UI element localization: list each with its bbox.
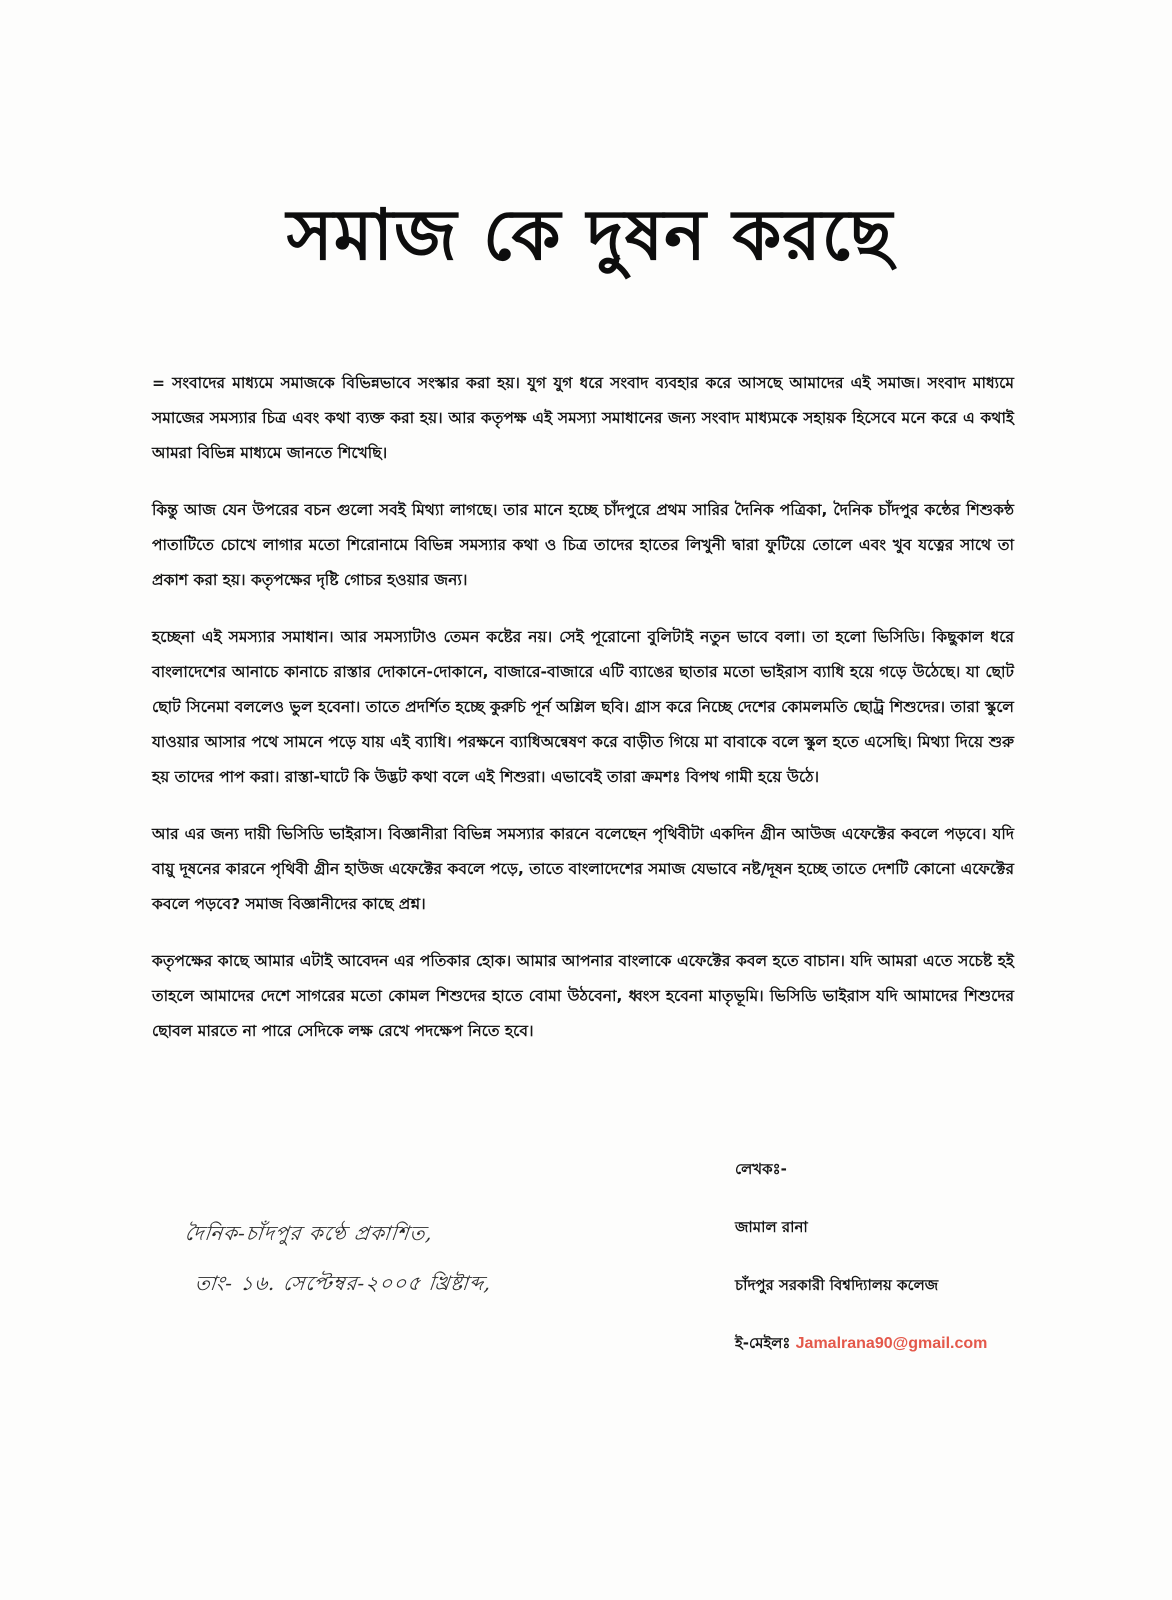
author-name: জামাল রানা — [735, 1218, 808, 1236]
paragraph-4: আর এর জন্য দায়ী ভিসিডি ভাইরাস। বিজ্ঞানীরা বিভিন্ন সমস্যার কারনে বলেছেন পৃথিবীটা একদিন গ্রীন আউজ এফেক্টের কবলে পড়বে। যদি বায়ু দূষনের কারনে পৃথিবী গ্রীন হাউজ এফেক্টের কবলে পড়ে, তাতে বাংলাদেশের সমাজ যেভাবে নষ্ট/দূষন হচ্ছে তাতে দেশটি কোনো এফেক্টের কবলে পড়বে? সমাজ বিজ্ঞানীদের কাছে প্রশ্ন। — [152, 825, 1014, 913]
author-signature-block — [735, 1155, 1055, 1357]
paragraph-2: কিন্তু আজ যেন উপরের বচন গুলো সবই মিথ্যা লাগছে। তার মানে হচ্ছে চাঁদপুরে প্রথম সারির দৈনিক পত্রিকা, দৈনিক চাঁদপুর কন্ঠের শিশুকন্ঠ পাতাটিতে চোখে লাগার মতো শিরোনামে বিভিন্ন সমস্যার কথা ও চিত্র তাদের হাতের লিখুনী দ্বারা ফুটিয়ে তোলে এবং খুব যত্নের সাথে তা প্রকাশ করা হয়। কতৃপক্ষের দৃষ্টি গোচর হওয়ার জন্য। — [152, 501, 1014, 589]
handwritten-line-date: তাং- ১৬. সেপ্টেম্বর-২০০৫ খ্রিষ্টাব্দ, — [193, 1271, 493, 1295]
paragraph-1: = সংবাদের মাধ্যমে সমাজকে বিভিন্নভাবে সংস্কার করা হয়। যুগ যুগ ধরে সংবাদ ব্যবহার করে আসছে আমাদের এই সমাজ। সংবাদ মাধ্যমে সমাজের সমস্যার চিত্র এবং কথা ব্যক্ত করা হয়। আর কতৃপক্ষ এই সমস্যা সমাধানের জন্য সংবাদ মাধ্যমকে সহায়ক হিসেবে মনে করে এ কথাই আমরা বিভিন্ন মাধ্যমে জানতে শিখেছি। — [152, 374, 1014, 462]
author-label: লেখকঃ- — [735, 1160, 787, 1178]
author-email-line — [735, 1329, 1055, 1357]
handwritten-publication-note — [185, 1208, 655, 1308]
handwritten-line-publication: দৈনিক-চাঁদপুর কণ্ঠে প্রকাশিত, — [183, 1221, 435, 1245]
paragraph-3: হচ্ছেনা এই সমস্যার সমাধান। আর সমস্যাটাও তেমন কষ্টের নয়। সেই পূরোনো বুলিটাই নতুন ভাবে বলা। তা হলো ভিসিডি। কিছুকাল ধরে বাংলাদেশের আনাচে কানাচে রাস্তার দোকানে-দোকানে, বাজারে-বাজারে এটি ব্যাঙের ছাতার মতো ভাইরাস ব্যাধি হয়ে গড়ে উঠেছে। যা ছোট ছোট সিনেমা বললেও ভুল হবেনা। তাতে প্রদর্শিত হচ্ছে কুরুচি পূর্ন অশ্লিল ছবি। গ্রাস করে নিচ্ছে দেশের কোমলমতি ছোট্র শিশুদের। তারা স্কুলে যাওয়ার আসার পথে সামনে পড়ে যায় এই ব্যাধি। পরক্ষনে ব্যাধিঅন্বেষণ করে বাড়ীত গিয়ে মা বাবাকে বলে স্কুল হতে এসেছি। মিথ্যা দিয়ে শুরু হয় তাদের পাপ করা। রাস্তা-ঘাটে কি উদ্ভট কথা বলে এই শিশুরা। এভাবেই তারা ক্রমশঃ বিপথ গামী হয়ে উঠে। — [152, 628, 1014, 786]
document-title: সমাজ কে দুষন করছে — [286, 194, 894, 276]
email-label: ই-মেইলঃ — [735, 1334, 791, 1352]
email-link[interactable]: Jamalrana90@gmail.com — [795, 1335, 988, 1352]
article-body — [152, 366, 1014, 1071]
paragraph-5: কতৃপক্ষের কাছে আমার এটাই আবেদন এর পতিকার হোক। আমার আপনার বাংলাকে এফেক্টের কবল হতে বাচান। যদি আমরা এতে সচেষ্ট হই তাহলে আমাদের দেশে সাগরের মতো কোমল শিশুদের হাতে বোমা উঠবেনা, ধ্বংস হবেনা মাতৃভূমি। ভিসিডি ভাইরাস যদি আমাদের শিশুদের ছোবল মারতে না পারে সেদিকে লক্ষ রেখে পদক্ষেপ নিতে হবে। — [152, 952, 1014, 1040]
author-institution: চাঁদপুর সরকারী বিশ্বদ্যিালয় কলেজ — [735, 1276, 939, 1294]
